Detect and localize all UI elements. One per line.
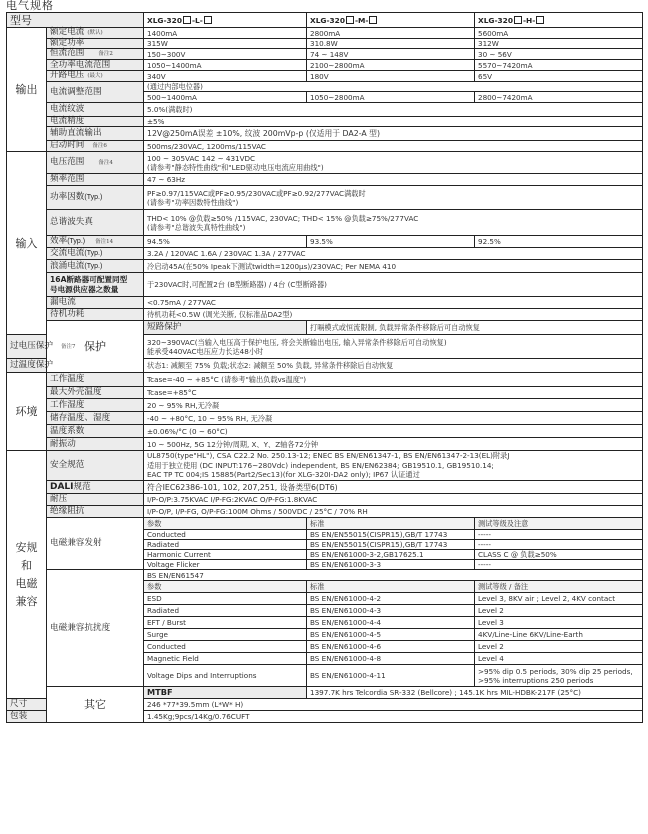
current-adj-note: (通过内部电位器) (144, 82, 643, 92)
immunity-row-standard: BS EN/EN61000-4-8 (307, 653, 475, 665)
immunity-row-level: 4KV/Line-Line 6KV/Line-Earth (475, 629, 643, 641)
packing-value: 1.45Kg;9pcs/14Kg/0.76CUFT (144, 711, 643, 723)
rated-current-h: 5600mA (475, 28, 643, 39)
immunity-row-standard: BS EN/EN61000-4-6 (307, 641, 475, 653)
immunity-row-param: Surge (144, 629, 307, 641)
open-voltage-label: 开路电压 (最大) (47, 71, 144, 82)
short-circuit-value: 打嗝模式或恒流限制, 负载异常条件移除后可自动恢复 (307, 321, 643, 335)
immunity-row-level: Level 3 (475, 617, 643, 629)
leakage-label: 漏电流 (47, 297, 144, 309)
immunity-header-level: 测试等级 / 备注 (475, 581, 643, 593)
emission-row-param: Harmonic Current (144, 550, 307, 560)
temp-coef-value: ±0.06%/°C (0 ~ 60°C) (144, 425, 643, 438)
immunity-row-standard: BS EN/EN61000-4-4 (307, 617, 475, 629)
emission-row-standard: BS EN/EN55015(CISPR15),GB/T 17743 (307, 540, 475, 550)
emission-row-standard: BS EN/EN61000-3-2,GB17625.1 (307, 550, 475, 560)
immunity-row-standard: BS EN/EN61000-4-2 (307, 593, 475, 605)
freq-value: 47 ~ 63Hz (144, 174, 643, 186)
otp-label: 过温度保护 (7, 359, 47, 373)
model-h: XLG-320 -H- (475, 13, 643, 28)
model-m: XLG-320 -M- (307, 13, 475, 28)
emission-row-level: ----- (475, 560, 643, 570)
current-adj-l: 500~1400mA (144, 92, 307, 103)
rated-current-m: 2800mA (307, 28, 475, 39)
efficiency-label: 效率(Typ.) 备注14 (47, 236, 144, 248)
breaker-label: 16A断路器可配置同型 号电源供应器之数量 (47, 273, 144, 297)
cc-range-label: 恒流范围 备注2 (47, 49, 144, 60)
immunity-row-param: EFT / Burst (144, 617, 307, 629)
immunity-row-standard: BS EN/EN61000-4-5 (307, 629, 475, 641)
immunity-row-param: Voltage Dips and Interruptions (144, 665, 307, 687)
full-power-range-l: 1050~1400mA (144, 60, 307, 71)
immunity-row-level: Level 2 (475, 605, 643, 617)
emc-emission-label: 电磁兼容发射 (47, 518, 144, 570)
spec-table (6, 12, 643, 723)
temp-coef-label: 温度系数 (47, 425, 144, 438)
dali-label: DALI规范 (47, 481, 144, 494)
storage-label: 储存温度、湿度 (47, 412, 144, 425)
storage-value: -40 ~ +80°C, 10 ~ 95% RH, 无冷凝 (144, 412, 643, 425)
ripple-label: 电流纹波 (47, 103, 144, 117)
standby-value: 待机功耗<0.5W (调光关断, 仅标准品DA2型) (144, 309, 643, 321)
working-temp-value: Tcase=-40 ~ +85°C (请参考"输出负载vs温度") (144, 373, 643, 387)
vibration-value: 10 ~ 500Hz, 5G 12分钟/周期, X、Y、Z轴各72分钟 (144, 438, 643, 451)
rated-power-label: 额定功率 (47, 39, 144, 49)
open-voltage-h: 65V (475, 71, 643, 82)
immunity-standard: BS EN/EN61547 (144, 570, 643, 581)
voltage-range-label: 电压范围 备注4 (47, 152, 144, 174)
withstand-label: 耐压 (47, 494, 144, 506)
emission-header-param: 参数 (144, 518, 307, 530)
immunity-row-level: Level 4 (475, 653, 643, 665)
mtbf-value: 1397.7K hrs Telcordia SR-332 (Bellcore) ; 145.1K hrs MIL-HDBK-217F (25°C) (307, 687, 643, 699)
open-voltage-m: 180V (307, 71, 475, 82)
startup-value: 500ms/230VAC, 1200ms/115VAC (144, 141, 643, 152)
rated-power-h: 312W (475, 39, 643, 49)
rated-power-l: 315W (144, 39, 307, 49)
immunity-row-level: >95% dip 0.5 periods, 30% dip 25 periods, >95% interruptions 250 periods (475, 665, 643, 687)
category-protection: 保护 (47, 321, 144, 373)
pf-label: 功率因数(Typ.) (47, 186, 144, 210)
withstand-value: I/P-O/P:3.75KVAC I/P-FG:2KVAC O/P-FG:1.8KVAC (144, 494, 643, 506)
ac-current-label: 交流电流(Typ.) (47, 248, 144, 260)
ovp-value: 320~390VAC(当输入电压高于保护电压, 将会关断输出电压, 输入异常条件移除后可自动恢复) 能承受440VAC电压应力长达48小时 (144, 335, 643, 359)
working-temp-label: 工作温度 (47, 373, 144, 387)
current-adj-h: 2800~7420mA (475, 92, 643, 103)
max-case-temp-label: 最大外壳温度 (47, 387, 144, 399)
cc-range-m: 74 ~ 148V (307, 49, 475, 60)
immunity-row-param: Radiated (144, 605, 307, 617)
model-header-row (7, 13, 643, 28)
rated-power-m: 310.8W (307, 39, 475, 49)
category-output: 输出 (7, 28, 47, 152)
immunity-row-standard: BS EN/EN61000-4-3 (307, 605, 475, 617)
freq-label: 频率范围 (47, 174, 144, 186)
startup-label: 启动时间 备注6 (47, 141, 144, 152)
page-title: 电气规格 (6, 0, 54, 12)
safety-standards-label: 安全规范 (47, 451, 144, 481)
emission-header-level: 测试等级及注意 (475, 518, 643, 530)
max-case-temp-value: Tcase=+85°C (144, 387, 643, 399)
thd-value: THD< 10% @负载≥50% /115VAC, 230VAC; THD< 15% @负载≥75%/277VAC (请参考"总谐波失真特性曲线") (144, 210, 643, 236)
emc-immunity-label: 电磁兼容抗扰度 (47, 570, 144, 687)
thd-label: 总谐波失真 (47, 210, 144, 236)
immunity-row-param: Conducted (144, 641, 307, 653)
rated-current-l: 1400mA (144, 28, 307, 39)
emission-row-param: Voltage Flicker (144, 560, 307, 570)
safety-standards-value: UL8750(type"HL"), CSA C22.2 No. 250.13-12; ENEC BS EN/EN61347-1, BS EN/EN61347-2-13(EL)附录J 适用于独立使用 (DC INPUT:176~280Vdc) independent, BS EN/EN62384; GB19510.1, GB19510.14; EAC TP TC 004;IS 15885(Part2/Sec13)(for XLG-320I-DA2 only); IP67 认证通过 (144, 451, 643, 481)
packing-label: 包装 (7, 711, 47, 723)
full-power-range-label: 全功率电流范围 (47, 60, 144, 71)
current-adj-label: 电流调整范围 (47, 82, 144, 103)
aux-output-label: 辅助直流输出 (47, 127, 144, 141)
size-value: 246 *77*39.5mm (L*W* H) (144, 699, 643, 711)
working-humidity-value: 20 ~ 95% RH,无冷凝 (144, 399, 643, 412)
emission-row-level: CLASS C @ 负载≥50% (475, 550, 643, 560)
leakage-value: <0.75mA / 277VAC (144, 297, 643, 309)
category-safety-emc: 安规 和 电磁 兼容 (7, 451, 47, 699)
breaker-value: 于230VAC时,可配置2台 (B型断路器) / 4台 (C型断路器) (144, 273, 643, 297)
emission-row-level: ----- (475, 540, 643, 550)
ovp-label: 过电压保护 备注7 (7, 335, 47, 359)
short-circuit-label: 短路保护 (144, 321, 307, 335)
immunity-row-level: Level 3, 8KV air ; Level 2, 4KV contact (475, 593, 643, 605)
isolation-value: I/P-O/P, I/P-FG, O/P-FG:100M Ohms / 500VDC / 25°C / 70% RH (144, 506, 643, 518)
pf-value: PF≥0.97/115VAC或PF≥0.95/230VAC或PF≥0.92/277VAC满载时 (请参考"功率因数特性曲线") (144, 186, 643, 210)
ripple-value: 5.0%(满载时) (144, 103, 643, 117)
emission-row-param: Conducted (144, 530, 307, 540)
emission-row-param: Radiated (144, 540, 307, 550)
working-humidity-label: 工作湿度 (47, 399, 144, 412)
standby-label: 待机功耗 (47, 309, 144, 321)
open-voltage-l: 340V (144, 71, 307, 82)
voltage-range-value: 100 ~ 305VAC 142 ~ 431VDC (请参考"静态特性曲线"和"LED驱动电压电流应用曲线") (144, 152, 643, 174)
tolerance-value: ±5% (144, 117, 643, 127)
immunity-header-standard: 标准 (307, 581, 475, 593)
immunity-row-param: ESD (144, 593, 307, 605)
mtbf-label: MTBF (144, 687, 307, 699)
model-label: 型号 (7, 13, 144, 28)
immunity-header-param: 参数 (144, 581, 307, 593)
model-l: XLG-320 -L- (144, 13, 307, 28)
immunity-row-level: Level 2 (475, 641, 643, 653)
dali-value: 符合IEC62386-101, 102, 207,251, 设备类型6(DT6) (144, 481, 643, 494)
category-input: 输入 (7, 152, 47, 335)
rated-current-label: 额定电流 (默认) (47, 28, 144, 39)
size-label: 尺寸 (7, 699, 47, 711)
emission-row-standard: BS EN/EN55015(CISPR15),GB/T 17743 (307, 530, 475, 540)
full-power-range-m: 2100~2800mA (307, 60, 475, 71)
inrush-value: 冷启动45A(在50% Ipeak下测试twidth=1200μs)/230VAC; Per NEMA 410 (144, 260, 643, 273)
full-power-range-h: 5570~7420mA (475, 60, 643, 71)
cc-range-h: 30 ~ 56V (475, 49, 643, 60)
category-environment: 环境 (7, 373, 47, 451)
otp-value: 状态1: 减额至 75% 负载;状态2: 减额至 50% 负载, 异常条件移除后自动恢复 (144, 359, 643, 373)
efficiency-l: 94.5% (144, 236, 307, 248)
immunity-row-param: Magnetic Field (144, 653, 307, 665)
current-adj-m: 1050~2800mA (307, 92, 475, 103)
emission-row-level: ----- (475, 530, 643, 540)
cc-range-l: 150~300V (144, 49, 307, 60)
category-other: 其它 (47, 687, 144, 723)
immunity-row-standard: BS EN/EN61000-4-11 (307, 665, 475, 687)
tolerance-label: 电流精度 (47, 117, 144, 127)
efficiency-m: 93.5% (307, 236, 475, 248)
isolation-label: 绝缘阻抗 (47, 506, 144, 518)
aux-output-value: 12V@250mA误差 ±10%, 纹波 200mVp-p (仅适用于 DA2-A 型) (144, 127, 643, 141)
vibration-label: 耐振动 (47, 438, 144, 451)
efficiency-h: 92.5% (475, 236, 643, 248)
emission-header-standard: 标准 (307, 518, 475, 530)
ac-current-value: 3.2A / 120VAC 1.6A / 230VAC 1.3A / 277VAC (144, 248, 643, 260)
inrush-label: 浪涌电流(Typ.) (47, 260, 144, 273)
emission-row-standard: BS EN/EN61000-3-3 (307, 560, 475, 570)
